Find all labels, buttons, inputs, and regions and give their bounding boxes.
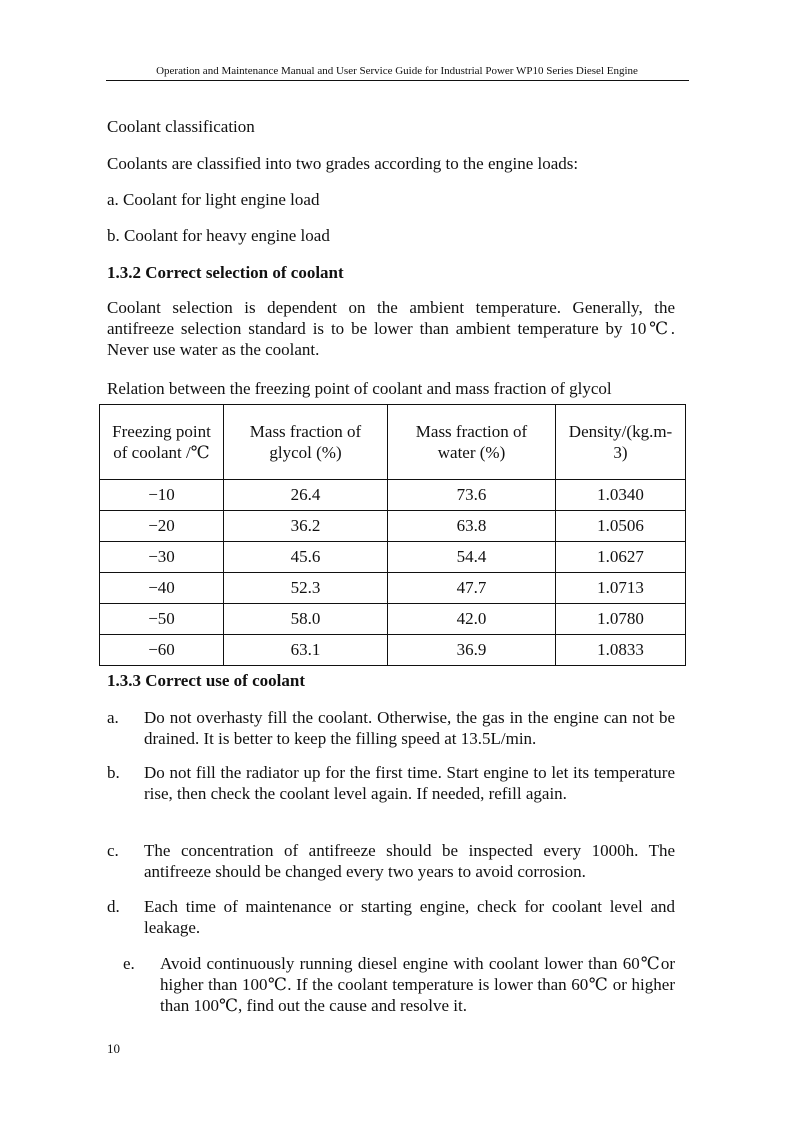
cell-freezing-point: −20 bbox=[100, 511, 224, 542]
cell-density: 1.0340 bbox=[556, 480, 686, 511]
table-caption: Relation between the freezing point of coolant and mass fraction of glycol bbox=[107, 379, 612, 398]
list-item-text: Avoid continuously running diesel engine with coolant lower than 60℃or higher than 100℃. If the coolant temperature is lower than 60℃ or higher than 100℃, find out the cause and resolve it. bbox=[160, 954, 675, 1015]
cell-glycol: 36.2 bbox=[224, 511, 388, 542]
running-header: Operation and Maintenance Manual and User Service Guide for Industrial Power WP10 Series Diesel Engine bbox=[156, 65, 638, 77]
cell-water: 54.4 bbox=[388, 542, 556, 573]
table-row bbox=[100, 635, 686, 666]
section-heading-1-3-3: 1.3.3 Correct use of coolant bbox=[107, 671, 305, 690]
table-row bbox=[100, 573, 686, 604]
table-row bbox=[100, 604, 686, 635]
section-heading-1-3-2: 1.3.2 Correct selection of coolant bbox=[107, 263, 344, 282]
cell-density: 1.0833 bbox=[556, 635, 686, 666]
page-number: 10 bbox=[107, 1041, 120, 1056]
coolant-classification-title: Coolant classification bbox=[107, 117, 255, 136]
list-item-label: c. bbox=[107, 841, 119, 860]
cell-glycol: 26.4 bbox=[224, 480, 388, 511]
cell-freezing-point: −30 bbox=[100, 542, 224, 573]
cell-water: 36.9 bbox=[388, 635, 556, 666]
cell-glycol: 45.6 bbox=[224, 542, 388, 573]
selection-paragraph: Coolant selection is dependent on the ambient temperature. Generally, the antifreeze selection standard is to be lower than ambient temperature by 10℃. Never use water as the coolant. bbox=[107, 298, 675, 359]
cell-water: 73.6 bbox=[388, 480, 556, 511]
cell-density: 1.0780 bbox=[556, 604, 686, 635]
header-rule bbox=[106, 80, 689, 81]
header-glycol-fraction: Mass fraction of glycol (%) bbox=[224, 405, 388, 480]
grade-b: b. Coolant for heavy engine load bbox=[107, 226, 330, 245]
cell-freezing-point: −50 bbox=[100, 604, 224, 635]
cell-water: 47.7 bbox=[388, 573, 556, 604]
cell-freezing-point: −60 bbox=[100, 635, 224, 666]
list-item-label: e. bbox=[123, 954, 135, 973]
table-row bbox=[100, 542, 686, 573]
cell-water: 42.0 bbox=[388, 604, 556, 635]
cell-water: 63.8 bbox=[388, 511, 556, 542]
classification-intro: Coolants are classified into two grades according to the engine loads: bbox=[107, 154, 579, 173]
cell-glycol: 63.1 bbox=[224, 635, 388, 666]
cell-glycol: 52.3 bbox=[224, 573, 388, 604]
list-item-text: Do not overhasty fill the coolant. Otherwise, the gas in the engine can not be drained. It is better to keep the filling speed at 13.5L/min. bbox=[144, 708, 675, 748]
glycol-table bbox=[99, 404, 686, 666]
cell-density: 1.0713 bbox=[556, 573, 686, 604]
table-row bbox=[100, 511, 686, 542]
list-item-label: b. bbox=[107, 763, 120, 782]
cell-glycol: 58.0 bbox=[224, 604, 388, 635]
cell-freezing-point: −10 bbox=[100, 480, 224, 511]
header-water-fraction: Mass fraction of water (%) bbox=[388, 405, 556, 480]
list-item-text: The concentration of antifreeze should be inspected every 1000h. The antifreeze should be changed every two years to avoid corrosion. bbox=[144, 841, 675, 881]
list-item-label: a. bbox=[107, 708, 119, 727]
cell-density: 1.0506 bbox=[556, 511, 686, 542]
list-item-label: d. bbox=[107, 897, 120, 916]
list-item-text: Do not fill the radiator up for the first time. Start engine to let its temperature rise, then check the coolant level again. If needed, refill again. bbox=[144, 763, 675, 803]
table-header-row bbox=[100, 405, 686, 480]
grade-a: a. Coolant for light engine load bbox=[107, 190, 320, 209]
list-item-text: Each time of maintenance or starting engine, check for coolant level and leakage. bbox=[144, 897, 675, 937]
header-density: Density/(kg.m-3) bbox=[556, 405, 686, 480]
cell-density: 1.0627 bbox=[556, 542, 686, 573]
table-row bbox=[100, 480, 686, 511]
cell-freezing-point: −40 bbox=[100, 573, 224, 604]
header-freezing-point: Freezing point of coolant /℃ bbox=[100, 405, 224, 480]
